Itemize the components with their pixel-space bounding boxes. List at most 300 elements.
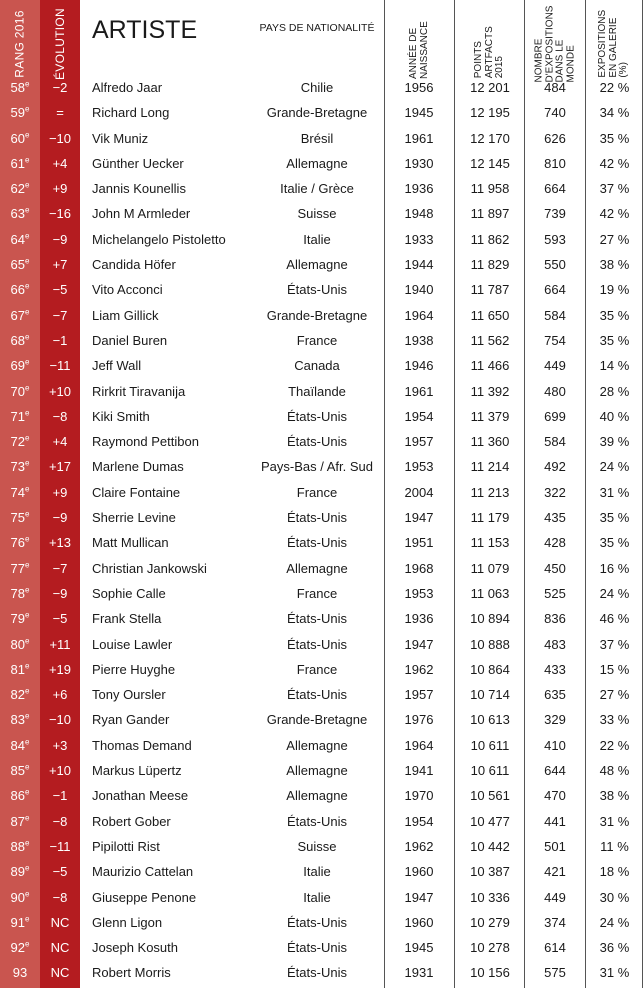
gallery-pct-cell: 24 % bbox=[599, 914, 630, 930]
rank-number: 74 bbox=[10, 484, 25, 500]
artist-cell: Ryan Gander bbox=[92, 712, 170, 728]
evolution-cell: +4 bbox=[52, 155, 68, 171]
evolution-cell: +4 bbox=[52, 434, 68, 450]
gallery-pct-cell: 16 % bbox=[599, 560, 630, 576]
table-row bbox=[0, 859, 643, 884]
rank-suffix: e bbox=[25, 560, 30, 570]
rank-number: 62 bbox=[10, 181, 25, 197]
birth-year-cell: 1953 bbox=[404, 585, 434, 601]
artist-cell: Vito Acconci bbox=[92, 282, 163, 298]
rank-cell bbox=[0, 404, 40, 429]
rank-cell bbox=[0, 530, 40, 555]
points-cell: 11 466 bbox=[470, 358, 510, 374]
exhibitions-cell: 635 bbox=[544, 687, 566, 703]
evolution-cell: +9 bbox=[52, 484, 68, 500]
points-cell: 10 611 bbox=[470, 763, 510, 779]
gallery-pct-cell: 15 % bbox=[599, 661, 630, 677]
country-cell: France bbox=[296, 585, 338, 601]
birth-year-cell: 1954 bbox=[404, 813, 434, 829]
rank-number: 69 bbox=[10, 358, 25, 374]
table-row bbox=[0, 252, 643, 277]
points-cell: 10 561 bbox=[470, 788, 510, 804]
artist-cell: Vik Muniz bbox=[92, 130, 149, 146]
artist-cell: Alfredo Jaar bbox=[92, 80, 163, 95]
table-row bbox=[0, 454, 643, 479]
rank-number: 92 bbox=[10, 940, 25, 956]
birth-year-cell: 1936 bbox=[404, 181, 434, 197]
rank-suffix: e bbox=[25, 737, 30, 747]
country-cell: France bbox=[296, 484, 338, 500]
exhibitions-cell: 484 bbox=[544, 80, 566, 95]
exhibitions-cell: 699 bbox=[544, 408, 566, 424]
rank-number: 79 bbox=[10, 611, 25, 627]
rank-cell bbox=[0, 556, 40, 581]
artist-cell: Tony Oursler bbox=[92, 687, 166, 703]
table-row bbox=[0, 75, 643, 100]
rank-cell bbox=[0, 910, 40, 935]
gallery-pct-cell: 11 % bbox=[600, 838, 629, 854]
evolution-cell: −11 bbox=[49, 838, 71, 854]
evolution-cell: −10 bbox=[48, 712, 72, 728]
points-cell: 10 894 bbox=[470, 611, 510, 627]
table-row bbox=[0, 126, 643, 151]
birth-year-cell: 1961 bbox=[404, 383, 434, 399]
gallery-pct-cell: 36 % bbox=[599, 940, 630, 956]
rank-cell bbox=[0, 277, 40, 302]
rank-number: 59 bbox=[10, 105, 25, 121]
country-cell: États-Unis bbox=[287, 510, 347, 526]
rank-cell bbox=[0, 885, 40, 910]
rank-number: 60 bbox=[10, 130, 25, 146]
exhibitions-cell: 550 bbox=[544, 257, 566, 273]
rank-cell bbox=[0, 328, 40, 353]
artist-cell: Robert Gober bbox=[92, 813, 171, 829]
points-cell: 10 714 bbox=[470, 687, 510, 703]
rank-suffix: e bbox=[25, 787, 30, 797]
birth-year-cell: 1951 bbox=[404, 535, 434, 551]
rank-number: 66 bbox=[10, 282, 25, 298]
gallery-pct-cell: 33 % bbox=[599, 712, 630, 728]
points-cell: 10 613 bbox=[470, 712, 510, 728]
points-header: POINTS ARTFACTS 2015 bbox=[472, 26, 505, 79]
birth-year-cell: 1953 bbox=[404, 459, 434, 475]
rank-suffix: e bbox=[25, 661, 30, 671]
rank-number: 86 bbox=[10, 788, 25, 804]
exhibitions-cell: 739 bbox=[544, 206, 566, 222]
evolution-cell: NC bbox=[50, 940, 70, 956]
gallery-pct-cell: 31 % bbox=[599, 965, 630, 981]
evolution-header: ÉVOLUTION bbox=[53, 7, 68, 81]
table-row bbox=[0, 758, 643, 783]
artist-cell: Christian Jankowski bbox=[92, 560, 207, 576]
rank-cell bbox=[0, 733, 40, 758]
rank-suffix: e bbox=[25, 535, 30, 545]
points-cell: 10 888 bbox=[470, 636, 510, 652]
artist-cell: Markus Lüpertz bbox=[92, 763, 182, 779]
country-cell: Thaïlande bbox=[288, 383, 346, 399]
artist-header: ARTISTE bbox=[92, 16, 198, 44]
points-cell: 11 360 bbox=[470, 434, 510, 450]
evolution-cell: +10 bbox=[48, 763, 72, 779]
country-cell: Allemagne bbox=[286, 257, 348, 273]
rank-suffix: e bbox=[25, 408, 30, 418]
exhibitions-cell: 410 bbox=[544, 737, 566, 753]
rank-number: 75 bbox=[10, 510, 25, 526]
birth-year-cell: 1947 bbox=[404, 889, 434, 905]
rank-suffix: e bbox=[25, 79, 30, 89]
birth-year-cell: 2004 bbox=[404, 484, 434, 500]
rank-suffix: e bbox=[25, 383, 30, 393]
rank-number: 83 bbox=[10, 712, 25, 728]
gallery-pct-cell: 40 % bbox=[599, 408, 630, 424]
table-row bbox=[0, 151, 643, 176]
rank-cell bbox=[0, 100, 40, 125]
exhibitions-cell: 501 bbox=[544, 838, 566, 854]
rank-suffix: e bbox=[25, 838, 30, 848]
points-cell: 11 063 bbox=[470, 585, 510, 601]
evolution-cell: −1 bbox=[52, 788, 68, 804]
rank-number: 85 bbox=[10, 763, 25, 779]
rank-cell bbox=[0, 657, 40, 682]
table-body bbox=[0, 75, 643, 986]
gallery-pct-cell: 46 % bbox=[599, 611, 630, 627]
artist-cell: Thomas Demand bbox=[92, 737, 192, 753]
country-cell: Italie bbox=[303, 889, 331, 905]
birth-year-cell: 1948 bbox=[404, 206, 434, 222]
points-cell: 11 079 bbox=[470, 560, 510, 576]
birth-year-cell: 1947 bbox=[404, 510, 434, 526]
rank-cell bbox=[0, 480, 40, 505]
exhibitions-cell: 450 bbox=[544, 560, 566, 576]
evolution-cell: −8 bbox=[52, 408, 68, 424]
table-row bbox=[0, 556, 643, 581]
birth-year-cell: 1968 bbox=[404, 560, 434, 576]
exhibitions-cell: 525 bbox=[544, 585, 566, 601]
points-cell: 11 179 bbox=[470, 510, 510, 526]
rank-suffix: e bbox=[25, 433, 30, 443]
birth-year-cell: 1930 bbox=[404, 155, 434, 171]
artist-cell: Robert Morris bbox=[92, 965, 171, 981]
rank-number: 72 bbox=[10, 434, 25, 450]
points-cell: 12 195 bbox=[470, 105, 510, 121]
rank-suffix: e bbox=[25, 863, 30, 873]
birth-year-cell: 1957 bbox=[404, 434, 434, 450]
rank-suffix: e bbox=[25, 332, 30, 342]
table-row bbox=[0, 328, 643, 353]
birth-year-cell: 1941 bbox=[404, 763, 434, 779]
country-cell: Suisse bbox=[297, 838, 337, 854]
rank-number: 67 bbox=[10, 307, 25, 323]
rank-cell bbox=[0, 581, 40, 606]
evolution-cell: −7 bbox=[52, 560, 68, 576]
country-cell: Allemagne bbox=[286, 763, 348, 779]
evolution-cell: +17 bbox=[48, 459, 72, 475]
table-row bbox=[0, 100, 643, 125]
country-cell: Allemagne bbox=[286, 560, 348, 576]
rank-number: 70 bbox=[10, 383, 25, 399]
country-cell: États-Unis bbox=[287, 636, 347, 652]
evolution-cell: NC bbox=[50, 965, 70, 981]
birth-year-cell: 1964 bbox=[404, 307, 434, 323]
table-row bbox=[0, 379, 643, 404]
evolution-cell: = bbox=[56, 105, 64, 121]
country-cell: Pays-Bas / Afr. Sud bbox=[261, 459, 373, 475]
rank-number: 84 bbox=[10, 737, 25, 753]
evolution-cell: −16 bbox=[48, 206, 72, 222]
birth-year-cell: 1954 bbox=[404, 408, 434, 424]
country-cell: États-Unis bbox=[287, 940, 347, 956]
exhibitions-cell: 441 bbox=[544, 813, 566, 829]
exhibitions-cell: 584 bbox=[544, 307, 566, 323]
artist-cell: Matt Mullican bbox=[92, 535, 169, 551]
birth-year-cell: 1961 bbox=[404, 130, 434, 146]
artist-cell: Maurizio Cattelan bbox=[92, 864, 194, 880]
exhibitions-cell: 584 bbox=[544, 434, 566, 450]
exhibitions-cell: 433 bbox=[544, 661, 566, 677]
points-cell: 11 214 bbox=[470, 459, 510, 475]
points-cell: 11 562 bbox=[470, 332, 510, 348]
country-cell: Italie bbox=[303, 231, 331, 247]
rank-number: 82 bbox=[10, 687, 25, 703]
rank-cell bbox=[0, 379, 40, 404]
table-row bbox=[0, 606, 643, 631]
exhibitions-cell: 421 bbox=[544, 864, 566, 880]
rank-suffix: e bbox=[25, 484, 30, 494]
table-row bbox=[0, 682, 643, 707]
artist-cell: Claire Fontaine bbox=[92, 484, 181, 500]
rank-suffix: e bbox=[25, 231, 30, 241]
evolution-cell: +13 bbox=[48, 535, 72, 551]
rank-number: 68 bbox=[10, 332, 25, 348]
rank-cell bbox=[0, 75, 40, 100]
birth-year-cell: 1957 bbox=[404, 687, 434, 703]
rank-suffix: e bbox=[25, 509, 30, 519]
exhibitions-cell: 664 bbox=[544, 282, 566, 298]
rank-cell bbox=[0, 707, 40, 732]
birth-year-cell: 1976 bbox=[404, 712, 434, 728]
artist-cell: Michelangelo Pistoletto bbox=[92, 231, 226, 247]
points-cell: 11 829 bbox=[470, 257, 510, 273]
exhibitions-cell: 754 bbox=[544, 332, 566, 348]
rank-number: 63 bbox=[10, 206, 25, 222]
gallery-pct-cell: 27 % bbox=[599, 687, 630, 703]
rank-suffix: e bbox=[25, 104, 30, 114]
exhibitions-header: NOMBRE D'EXPOSITIONS DANS LE MONDE bbox=[533, 5, 576, 83]
country-cell: Grande-Bretagne bbox=[266, 307, 368, 323]
gallery-pct-cell: 42 % bbox=[599, 155, 630, 171]
evolution-cell: −9 bbox=[52, 510, 68, 526]
gallery-pct-cell: 35 % bbox=[599, 535, 630, 551]
points-cell: 11 862 bbox=[470, 231, 510, 247]
gallery-pct-cell: 38 % bbox=[599, 788, 630, 804]
evolution-cell: −9 bbox=[52, 585, 68, 601]
table-row bbox=[0, 632, 643, 657]
rank-number: 65 bbox=[10, 257, 25, 273]
evolution-cell: −10 bbox=[48, 130, 72, 146]
table-row bbox=[0, 783, 643, 808]
evolution-cell: +11 bbox=[49, 636, 71, 652]
birth-year-cell: 1940 bbox=[404, 282, 434, 298]
table-row bbox=[0, 277, 643, 302]
exhibitions-cell: 329 bbox=[544, 712, 566, 728]
exhibitions-cell: 374 bbox=[544, 914, 566, 930]
table-row bbox=[0, 809, 643, 834]
country-cell: Canada bbox=[294, 358, 340, 374]
exhibitions-cell: 480 bbox=[544, 383, 566, 399]
rank-number: 89 bbox=[10, 864, 25, 880]
rank-number: 77 bbox=[10, 560, 25, 576]
gallery-pct-cell: 35 % bbox=[599, 510, 630, 526]
points-cell: 11 379 bbox=[470, 408, 510, 424]
birth-year-cell: 1947 bbox=[404, 636, 434, 652]
rank-suffix: e bbox=[25, 130, 30, 140]
points-cell: 10 387 bbox=[470, 864, 510, 880]
country-cell: Allemagne bbox=[286, 155, 348, 171]
points-cell: 12 170 bbox=[470, 130, 510, 146]
exhibitions-cell: 836 bbox=[544, 611, 566, 627]
gallery-pct-cell: 35 % bbox=[599, 130, 630, 146]
points-cell: 11 392 bbox=[470, 383, 510, 399]
points-cell: 10 442 bbox=[470, 838, 510, 854]
points-cell: 10 864 bbox=[470, 661, 510, 677]
gallery-pct-cell: 42 % bbox=[599, 206, 630, 222]
country-cell: États-Unis bbox=[287, 434, 347, 450]
country-cell: Grande-Bretagne bbox=[266, 712, 368, 728]
birth-year-cell: 1962 bbox=[404, 838, 434, 854]
points-cell: 10 477 bbox=[470, 813, 510, 829]
birth-year-cell: 1964 bbox=[404, 737, 434, 753]
rank-suffix: e bbox=[25, 939, 30, 949]
country-cell: France bbox=[296, 332, 338, 348]
exhibitions-cell: 435 bbox=[544, 510, 566, 526]
rank-number: 93 bbox=[12, 965, 28, 981]
birth-year-cell: 1933 bbox=[404, 231, 434, 247]
evolution-cell: −5 bbox=[52, 282, 68, 298]
points-cell: 11 650 bbox=[470, 307, 510, 323]
points-cell: 10 278 bbox=[470, 940, 510, 956]
table-row bbox=[0, 733, 643, 758]
country-cell: Chilie bbox=[300, 80, 334, 95]
evolution-cell: NC bbox=[50, 914, 70, 930]
gallery-pct-cell: 14 % bbox=[599, 358, 630, 374]
artist-cell: Jonathan Meese bbox=[92, 788, 189, 804]
rank-number: 87 bbox=[10, 813, 25, 829]
country-cell: Allemagne bbox=[286, 788, 348, 804]
gallery-pct-cell: 19 % bbox=[599, 282, 630, 298]
rank-cell bbox=[0, 783, 40, 808]
points-cell: 10 611 bbox=[470, 737, 510, 753]
rank-cell bbox=[0, 935, 40, 960]
rank-number: 88 bbox=[10, 838, 25, 854]
rank-number: 58 bbox=[10, 80, 25, 95]
rank-number: 61 bbox=[10, 155, 25, 171]
birth-year-cell: 1944 bbox=[404, 257, 434, 273]
country-cell: France bbox=[296, 661, 338, 677]
rank-number: 71 bbox=[10, 408, 25, 424]
points-cell: 11 787 bbox=[470, 282, 510, 298]
table-row bbox=[0, 657, 643, 682]
rank-suffix: e bbox=[25, 459, 30, 469]
gallery-pct-cell: 34 % bbox=[599, 105, 630, 121]
evolution-cell: −9 bbox=[52, 231, 68, 247]
table-row bbox=[0, 303, 643, 328]
gallery-pct-cell: 37 % bbox=[599, 636, 630, 652]
evolution-cell: +10 bbox=[48, 383, 72, 399]
rank-cell bbox=[0, 454, 40, 479]
artist-cell: Joseph Kosuth bbox=[92, 940, 179, 956]
country-cell: États-Unis bbox=[287, 535, 347, 551]
rank-suffix: e bbox=[25, 206, 30, 216]
exhibitions-cell: 664 bbox=[544, 181, 566, 197]
evolution-cell: −11 bbox=[49, 358, 71, 374]
rank-suffix: e bbox=[25, 357, 30, 367]
gallery-pct-cell: 24 % bbox=[599, 459, 630, 475]
rank-cell bbox=[0, 227, 40, 252]
rank-number: 73 bbox=[10, 459, 25, 475]
table-row bbox=[0, 201, 643, 226]
exhibitions-cell: 483 bbox=[544, 636, 566, 652]
evolution-cell: +6 bbox=[52, 687, 68, 703]
rank-suffix: e bbox=[25, 256, 30, 266]
birth-year-cell: 1960 bbox=[404, 864, 434, 880]
rank-suffix: e bbox=[25, 155, 30, 165]
rank-cell bbox=[0, 151, 40, 176]
country-cell: États-Unis bbox=[287, 611, 347, 627]
exhibitions-cell: 449 bbox=[544, 358, 566, 374]
rank-suffix: e bbox=[25, 762, 30, 772]
gallery-pct-cell: 28 % bbox=[599, 383, 630, 399]
birth-year-cell: 1945 bbox=[404, 940, 434, 956]
birth-year-cell: 1936 bbox=[404, 611, 434, 627]
gallery-pct-cell: 38 % bbox=[599, 257, 630, 273]
artist-cell: Frank Stella bbox=[92, 611, 162, 627]
table-row bbox=[0, 176, 643, 201]
rank-cell bbox=[0, 429, 40, 454]
points-cell: 10 279 bbox=[470, 914, 510, 930]
rank-cell bbox=[0, 252, 40, 277]
points-cell: 11 153 bbox=[470, 535, 510, 551]
country-cell: Allemagne bbox=[286, 737, 348, 753]
birth-year-cell: 1931 bbox=[404, 965, 434, 981]
rank-suffix: e bbox=[25, 585, 30, 595]
table-row bbox=[0, 834, 643, 859]
rank-suffix: e bbox=[25, 282, 30, 292]
birth-year-cell: 1946 bbox=[404, 358, 434, 374]
artist-cell: Richard Long bbox=[92, 105, 170, 121]
gallery-pct-cell: 35 % bbox=[599, 332, 630, 348]
rank-suffix: e bbox=[25, 712, 30, 722]
rank-suffix: e bbox=[25, 610, 30, 620]
rank-number: 90 bbox=[10, 889, 25, 905]
table-row bbox=[0, 429, 643, 454]
birth-year-cell: 1956 bbox=[404, 80, 434, 95]
artist-cell: Rirkrit Tiravanija bbox=[92, 383, 186, 399]
country-cell: États-Unis bbox=[287, 965, 347, 981]
birth-year-header: ANNÉE DE NAISSANCE bbox=[408, 20, 430, 79]
gallery-pct-cell: 27 % bbox=[599, 231, 630, 247]
artist-cell: Marlene Dumas bbox=[92, 459, 184, 475]
artist-cell: Glenn Ligon bbox=[92, 914, 163, 930]
birth-year-cell: 1938 bbox=[404, 332, 434, 348]
rank-cell bbox=[0, 859, 40, 884]
rank-suffix: e bbox=[25, 813, 30, 823]
table-row bbox=[0, 707, 643, 732]
rank-number: 80 bbox=[10, 636, 25, 652]
rank-suffix: e bbox=[25, 686, 30, 696]
evolution-cell: −2 bbox=[52, 80, 68, 95]
gallery-pct-cell: 30 % bbox=[599, 889, 630, 905]
artist-cell: Sherrie Levine bbox=[92, 510, 176, 526]
